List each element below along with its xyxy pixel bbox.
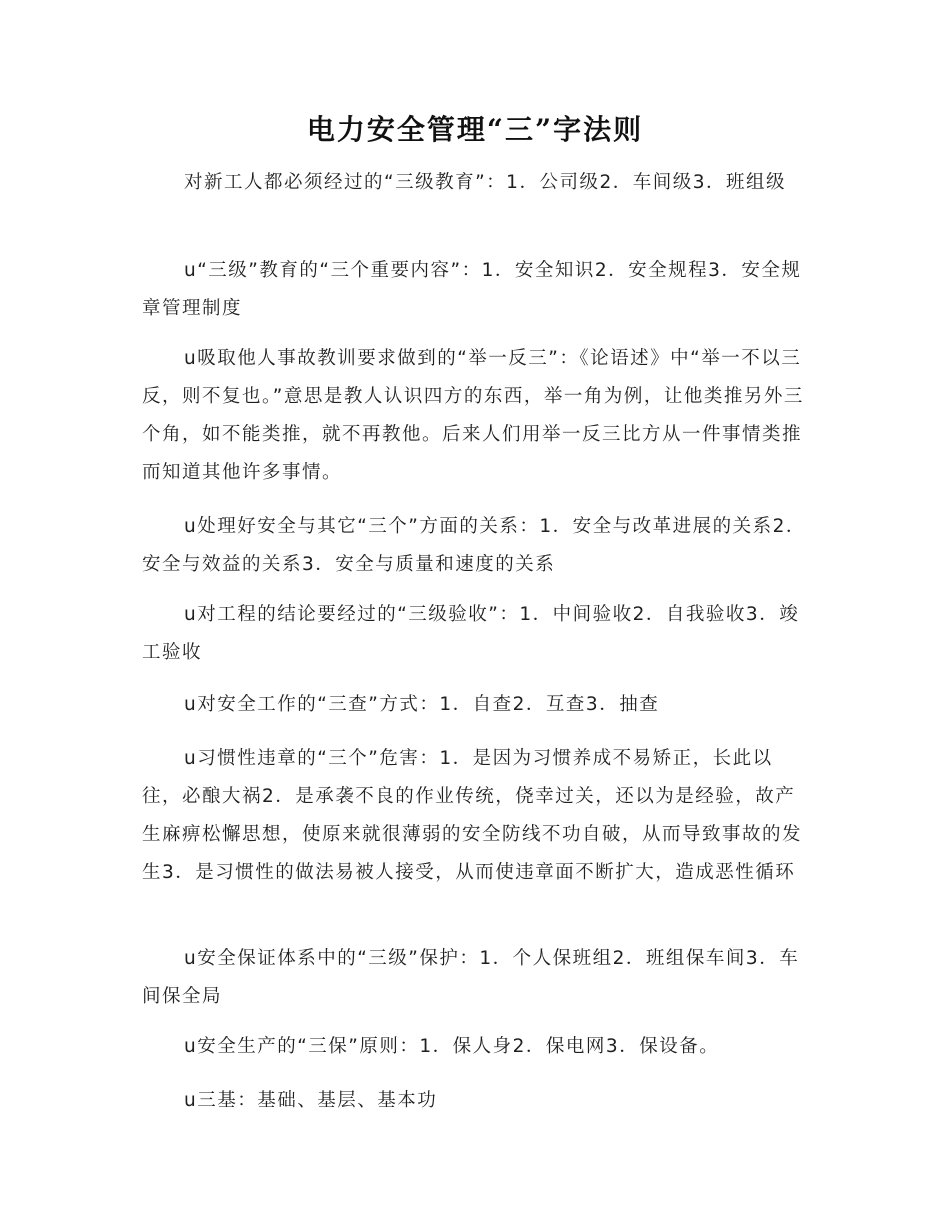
- paragraph-learn-from-accidents: u吸取他人事故教训要求做到的“举一反三”：《论语述》中“举一不以三反，则不复也。”意思是教人认识四方的东西，举一角为例，让他类推另外三个角，如不能类推，就不再教他。后来人们用举一反三比方从一件事情类推而知道其他许多事情。: [142, 348, 804, 483]
- paragraph-three-inspections: u对安全工作的“三查”方式：1．自查2．互查3．抽查: [184, 694, 660, 715]
- paragraph-three-level-education: 对新工人都必须经过的“三级教育”：1．公司级2．车间级3．班组级: [184, 172, 786, 193]
- paragraph-three-key-contents: u“三级”教育的“三个重要内容”：1．安全知识2．安全规程3．安全规章管理制度: [142, 260, 802, 319]
- paragraph-three-level-acceptance: u对工程的结论要经过的“三级验收”：1．中间验收2．自我验收3．竣工验收: [142, 604, 800, 663]
- paragraph-habitual-violation-hazards: u习惯性违章的“三个”危害：1．是因为习惯养成不易矫正，长此以往，必酿大祸2．是承袭不良的作业传统，侥幸过关，还以为是经验，故产生麻痹松懈思想，使原来就很薄弱的安全防线不功自破，从而导致事故的发生3．是习惯性的做法易被人接受，从而使违章面不断扩大，造成恶性循环: [142, 748, 803, 883]
- paragraph-three-basics: u三基：基础、基层、基本功: [184, 1090, 438, 1111]
- document-title: 电力安全管理“三”字法则: [306, 113, 644, 146]
- paragraph-three-relationships: u处理好安全与其它“三个”方面的关系：1．安全与改革进展的关系2．安全与效益的关系3．安全与质量和速度的关系: [142, 516, 806, 575]
- paragraph-three-level-protection: u安全保证体系中的“三级”保护：1．个人保班组2．班组保车间3．车间保全局: [142, 948, 800, 1007]
- paragraph-three-protections-principle: u安全生产的“三保”原则：1．保人身2．保电网3．保设备。: [184, 1036, 720, 1057]
